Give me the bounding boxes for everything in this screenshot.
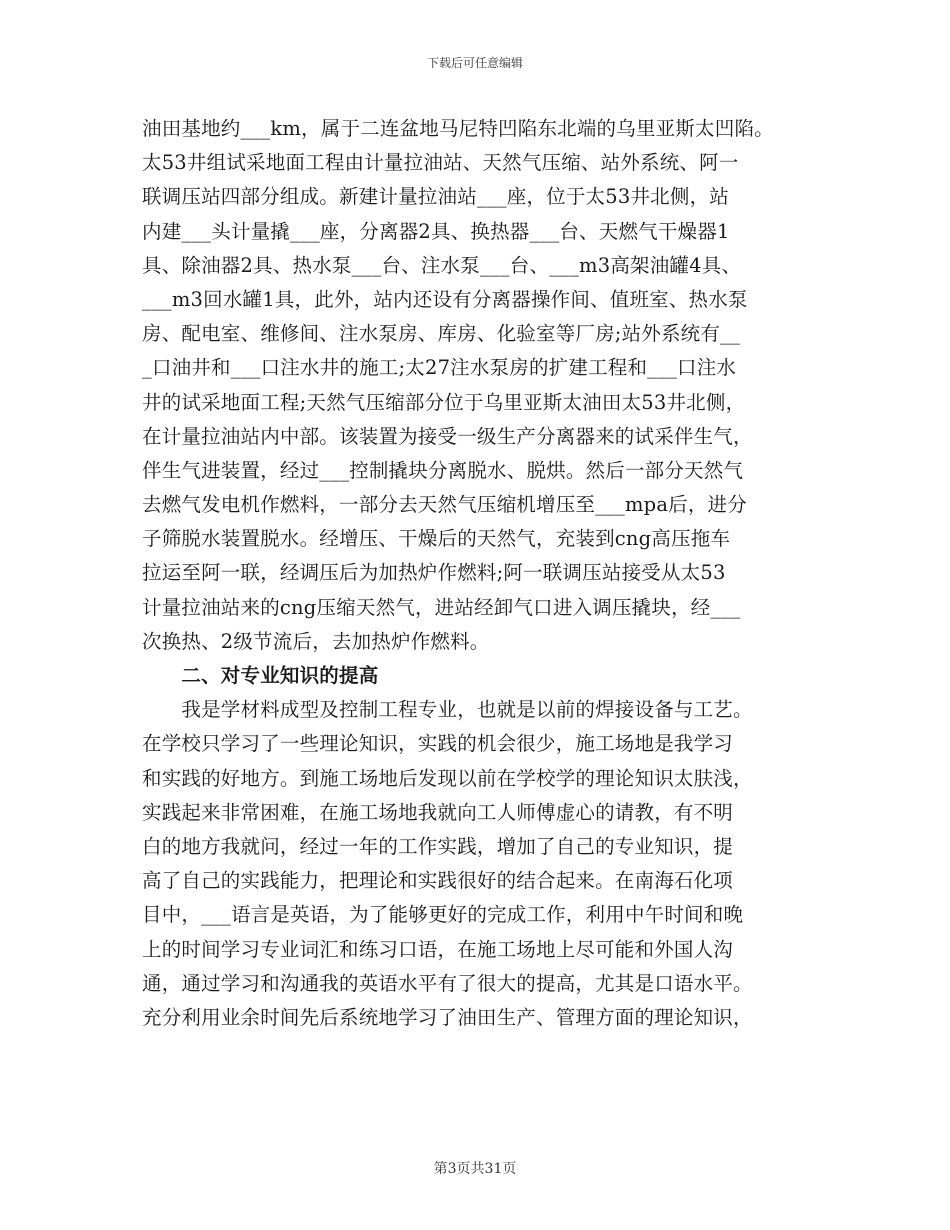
text-line: 去燃气发电机作燃料，一部分去天然气压缩机增压至___mpa后，进分 [142, 493, 747, 517]
text-line: 在计量拉油站内中部。该装置为接受一级生产分离器来的试采伴生气， [142, 424, 753, 448]
text-line: ___m3回水罐1具，此外，站内还设有分离器操作间、值班室、热水泵 [142, 287, 748, 311]
text-line: 太53井组试采地面工程由计量拉油站、天然气压缩、站外系统、阿一 [142, 151, 739, 175]
section-heading: 二、对专业知识的提高 [142, 664, 379, 687]
document-body [142, 112, 810, 1035]
text-line: 次换热、2级节流后，去加热炉作燃料。 [142, 629, 490, 653]
text-line: 计量拉油站来的cng压缩天然气，进站经卸气口进入调压撬块，经___ [142, 595, 741, 619]
text-line: 目中，___语言是英语，为了能够更好的完成工作，利用中午时间和晚 [142, 903, 744, 927]
text-line: 伴生气进装置，经过___控制撬块分离脱水、脱烘。然后一部分天然气 [142, 458, 744, 482]
page-header: 下载后可任意编辑 [426, 56, 523, 70]
text-line: 充分利用业余时间先后系统地学习了油田生产、管理方面的理论知识， [142, 1005, 753, 1029]
text-line: 井的试采地面工程;天然气压缩部分位于乌里亚斯太油田太53井北侧， [142, 390, 746, 414]
text-line: _口油井和___口注水井的施工;太27注水泵房的扩建工程和___口注水 [142, 356, 737, 380]
text-line: 拉运至阿一联，经调压后为加热炉作燃料;阿一联调压站接受从太53 [142, 561, 726, 585]
text-line: 油田基地约___km，属于二连盆地马尼特凹陷东北端的乌里亚斯太凹陷。 [142, 117, 774, 140]
text-line: 联调压站四部分组成。新建计量拉油站___座，位于太53井北侧，站 [142, 185, 729, 209]
text-line: 白的地方我就问，经过一年的工作实践，增加了自己的专业知识，提 [142, 834, 734, 858]
text-line: 我是学材料成型及控制工程专业，也就是以前的焊接设备与工艺。 [142, 698, 753, 722]
text-line: 上的时间学习专业词汇和练习口语，在施工场地上尽可能和外国人沟 [142, 937, 734, 961]
text-line: 在学校只学习了一些理论知识，实践的机会很少，施工场地是我学习 [142, 732, 734, 756]
text-line: 高了自己的实践能力，把理论和实践很好的结合起来。在南海石化项 [142, 869, 734, 893]
text-line: 房、配电室、维修间、注水泵房、库房、化验室等厂房;站外系统有__ [142, 322, 740, 346]
text-line: 内建___头计量撬___座，分离器2具、换热器___台、天燃气干燥器1 [142, 219, 730, 243]
text-line: 通，通过学习和沟通我的英语水平有了很大的提高，尤其是口语水平。 [142, 971, 753, 995]
text-line: 具、除油器2具、热水泵___台、注水泵___台、___m3高架油罐4具、 [142, 253, 742, 277]
page-footer: 第3页共31页 [433, 1161, 517, 1177]
text-line: 和实践的好地方。到施工场地后发现以前在学校学的理论知识太肤浅， [142, 766, 753, 790]
text-line: 实践起来非常困难，在施工场地我就向工人师傅虚心的请教，有不明 [142, 800, 734, 824]
text-line: 子筛脱水装置脱水。经增压、干燥后的天然气，充装到cng高压拖车 [142, 527, 731, 551]
